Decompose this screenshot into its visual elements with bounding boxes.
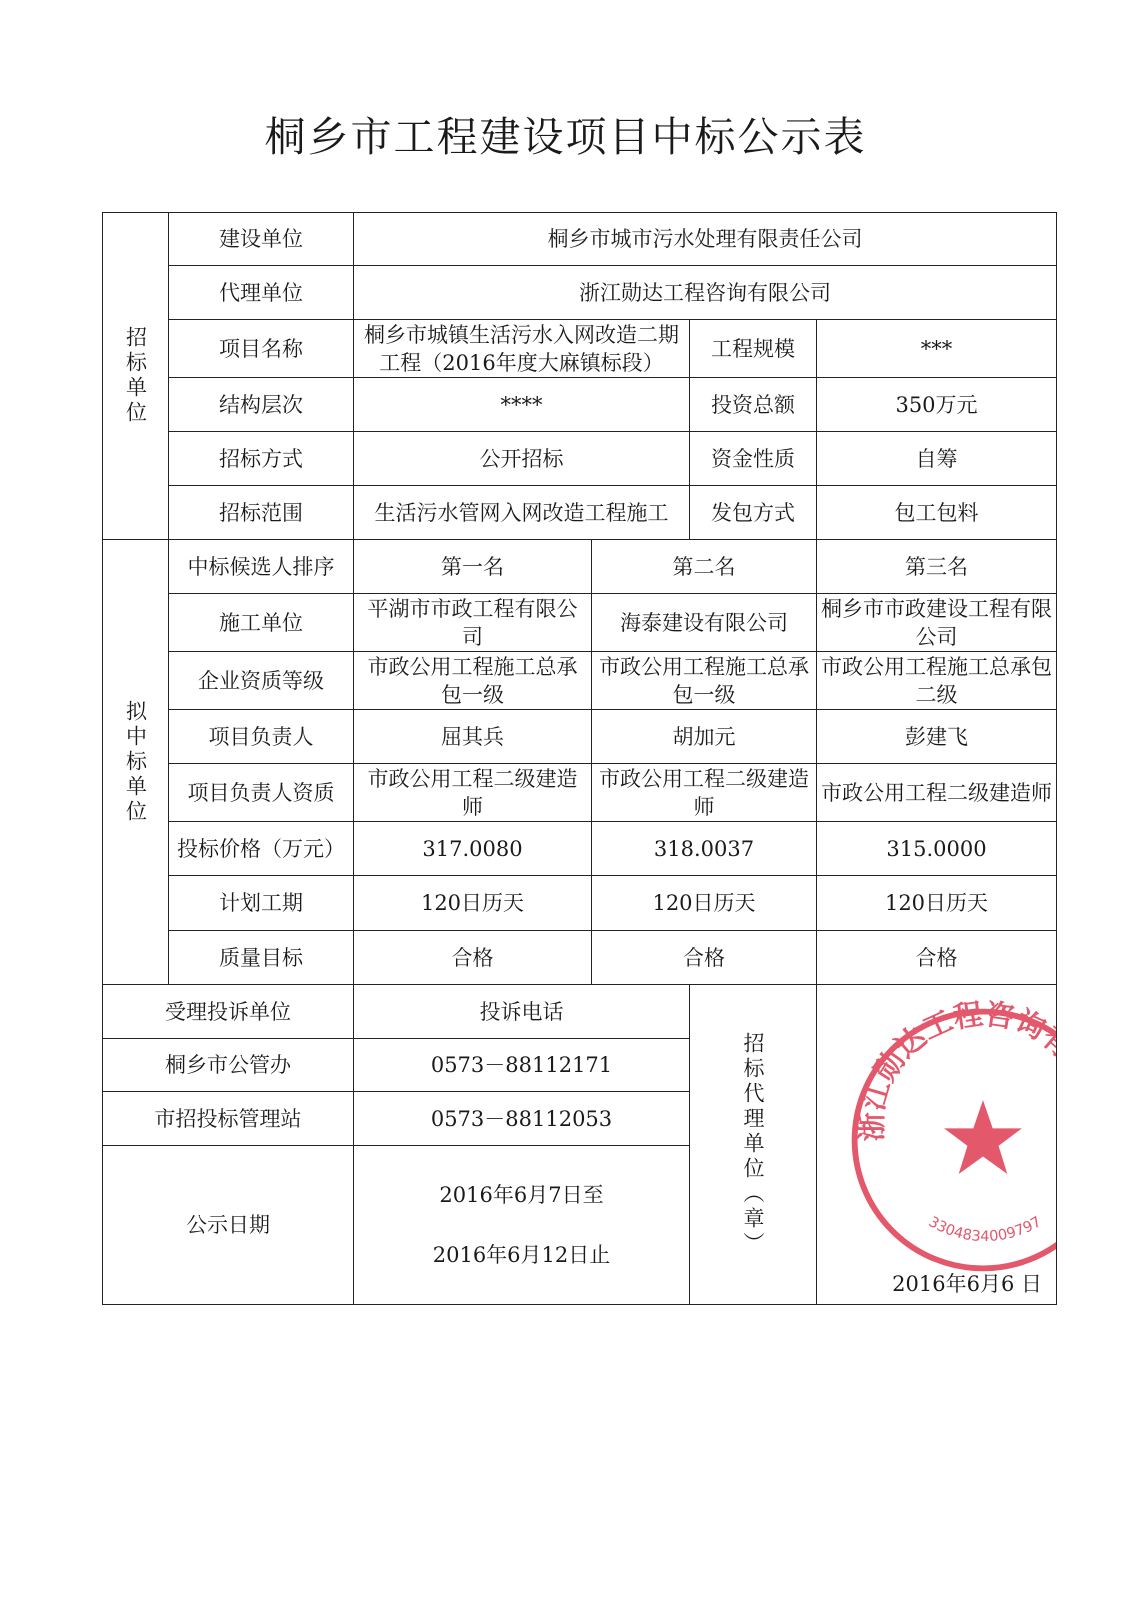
notice-start: 2016年6月7日至 bbox=[439, 1183, 604, 1207]
candidate-cell: 市政公用工程施工总承包一级 bbox=[592, 652, 817, 710]
candidate-cell: 市政公用工程二级建造师 bbox=[354, 764, 592, 822]
contact-phone: 0573－88112171 bbox=[354, 1039, 690, 1092]
row-label: 施工单位 bbox=[169, 594, 354, 652]
agency-seal-label: 招标代理单位（章） bbox=[690, 985, 817, 1305]
contract-label: 发包方式 bbox=[690, 486, 817, 540]
candidate-cell: 317.0080 bbox=[354, 822, 592, 876]
tenderer-side-label: 招标单位 bbox=[103, 213, 169, 540]
contact-phone: 0573－88112053 bbox=[354, 1092, 690, 1146]
row-label: 计划工期 bbox=[169, 876, 354, 931]
candidate-cell: 315.0000 bbox=[817, 822, 1057, 876]
row-label: 质量目标 bbox=[169, 931, 354, 985]
project-label: 项目名称 bbox=[169, 320, 354, 378]
fund-value: 自筹 bbox=[817, 432, 1057, 486]
seal-area bbox=[817, 985, 1112, 1305]
page-title: 桐乡市工程建设项目中标公示表 bbox=[264, 113, 867, 161]
rank-label: 中标候选人排序 bbox=[169, 540, 354, 594]
builder-label: 建设单位 bbox=[169, 213, 354, 266]
scope-value: 生活污水管网入网改造工程施工 bbox=[354, 486, 690, 540]
structure-value: **** bbox=[354, 378, 690, 432]
candidate-cell: 胡加元 bbox=[592, 710, 817, 764]
award-notice-table bbox=[102, 212, 1112, 1305]
candidate-cell: 120日历天 bbox=[817, 876, 1057, 931]
scale-value: *** bbox=[817, 320, 1057, 378]
row-label: 企业资质等级 bbox=[169, 652, 354, 710]
star-icon bbox=[944, 1100, 1022, 1174]
winner-side-label: 拟中标单位 bbox=[103, 540, 169, 985]
contact-unit: 桐乡市公管办 bbox=[103, 1039, 354, 1092]
seal-number: 3304834009797 bbox=[925, 1213, 1045, 1246]
contact-unit: 市招投标管理站 bbox=[103, 1092, 354, 1146]
candidate-cell: 合格 bbox=[817, 931, 1057, 985]
candidate-cell: 市政公用工程二级建造师 bbox=[817, 764, 1057, 822]
agent-label: 代理单位 bbox=[169, 266, 354, 320]
project-value: 桐乡市城镇生活污水入网改造二期工程（2016年度大麻镇标段） bbox=[354, 320, 690, 378]
scale-label: 工程规模 bbox=[690, 320, 817, 378]
candidate-cell: 平湖市市政工程有限公司 bbox=[354, 594, 592, 652]
candidate-cell: 120日历天 bbox=[592, 876, 817, 931]
row-label: 项目负责人资质 bbox=[169, 764, 354, 822]
notice-date-label: 公示日期 bbox=[103, 1146, 354, 1305]
candidate-cell: 合格 bbox=[354, 931, 592, 985]
candidate-cell: 海泰建设有限公司 bbox=[592, 594, 817, 652]
candidate-cell: 市政公用工程施工总承包一级 bbox=[354, 652, 592, 710]
candidate-cell: 318.0037 bbox=[592, 822, 817, 876]
row-label: 投标价格（万元） bbox=[169, 822, 354, 876]
structure-label: 结构层次 bbox=[169, 378, 354, 432]
fund-label: 资金性质 bbox=[690, 432, 817, 486]
scope-label: 招标范围 bbox=[169, 486, 354, 540]
candidate-cell: 屈其兵 bbox=[354, 710, 592, 764]
candidate-cell: 桐乡市市政建设工程有限公司 bbox=[817, 594, 1057, 652]
candidate-cell: 合格 bbox=[592, 931, 817, 985]
candidate-cell: 彭建飞 bbox=[817, 710, 1057, 764]
complaint-phone-label: 投诉电话 bbox=[354, 985, 690, 1039]
sign-date: 2016年6月6 日 bbox=[892, 1272, 1042, 1296]
investment-value: 350万元 bbox=[817, 378, 1057, 432]
notice-end: 2016年6月12日止 bbox=[432, 1243, 611, 1267]
builder-value: 桐乡市城市污水处理有限责任公司 bbox=[354, 213, 1057, 266]
seal-text: 浙江勋达工程咨询有限公司 bbox=[856, 999, 1112, 1142]
method-label: 招标方式 bbox=[169, 432, 354, 486]
complaint-unit-label: 受理投诉单位 bbox=[103, 985, 354, 1039]
investment-label: 投资总额 bbox=[690, 378, 817, 432]
rank-second: 第二名 bbox=[592, 540, 817, 594]
row-label: 项目负责人 bbox=[169, 710, 354, 764]
rank-first: 第一名 bbox=[354, 540, 592, 594]
candidate-cell: 市政公用工程二级建造师 bbox=[592, 764, 817, 822]
rank-third: 第三名 bbox=[817, 540, 1057, 594]
candidate-cell: 120日历天 bbox=[354, 876, 592, 931]
candidate-cell: 市政公用工程施工总承包二级 bbox=[817, 652, 1057, 710]
notice-date-range bbox=[354, 1146, 690, 1305]
company-seal bbox=[837, 999, 1112, 1281]
contract-value: 包工包料 bbox=[817, 486, 1057, 540]
method-value: 公开招标 bbox=[354, 432, 690, 486]
agent-value: 浙江勋达工程咨询有限公司 bbox=[354, 266, 1057, 320]
